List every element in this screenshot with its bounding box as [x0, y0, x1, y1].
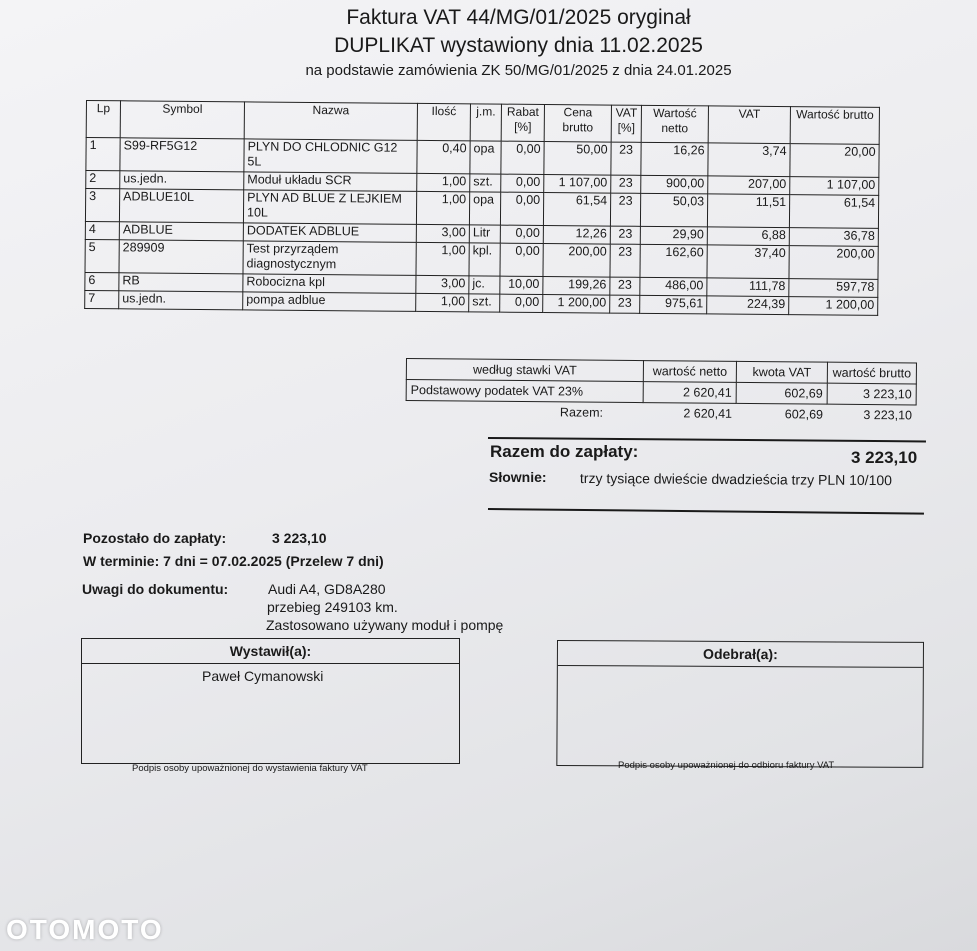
vat-head-gross: wartość brutto [827, 362, 916, 384]
cell-symbol: S99-RF5G12 [120, 138, 244, 172]
col-name: Nazwa [244, 102, 417, 141]
remarks-label: Uwagi do dokumentu: [82, 581, 229, 597]
receiver-signature-box [556, 640, 924, 768]
col-discount: Rabat [%] [501, 104, 544, 141]
cell-lp: 6 [85, 272, 119, 290]
col-symbol: Symbol [120, 101, 244, 139]
cell-symbol: ADBLUE10L [119, 189, 243, 223]
cell-vat: 207,00 [708, 176, 790, 195]
cell-vat-rate: 23 [610, 244, 640, 277]
amount-due-value: 3 223,10 [851, 448, 918, 467]
cell-symbol: ADBLUE [119, 222, 243, 241]
cell-qty: 1,00 [416, 191, 469, 224]
issuer-name: Paweł Cymanowski [202, 668, 324, 684]
vat-head-rate: według stawki VAT [406, 359, 643, 382]
cell-qty: 0,40 [417, 140, 470, 173]
cell-discount: 0,00 [500, 294, 543, 312]
cell-qty: 1,00 [417, 173, 470, 191]
cell-lp: 2 [86, 171, 120, 189]
cell-lp: 5 [85, 239, 119, 272]
cell-vat: 111,78 [707, 278, 789, 297]
otomoto-logo: OTOMOTO [6, 914, 164, 945]
cell-qty: 3,00 [416, 224, 469, 242]
cell-vat: 11,51 [707, 194, 789, 228]
cell-vat-rate: 23 [610, 226, 640, 244]
cell-qty: 3,00 [416, 275, 469, 293]
cell-vat-rate: 23 [611, 142, 641, 175]
remarks-line-1: Audi A4, GD8A280 [268, 581, 386, 597]
cell-vat-rate: 23 [610, 193, 640, 226]
cell-unit: opa [469, 192, 500, 225]
cell-gross: 597,78 [789, 279, 878, 298]
cell-discount: 10,00 [500, 276, 543, 294]
vat-row-net: 2 620,41 [643, 382, 736, 404]
cell-unit: szt. [469, 294, 500, 312]
cell-symbol: us.jedn. [119, 291, 243, 310]
cell-lp: 3 [85, 189, 119, 222]
cell-gross: 200,00 [789, 246, 878, 280]
receiver-caption: Podpis osoby upoważnionej do odbioru faktury VAT [618, 760, 835, 771]
cell-price: 1 200,00 [543, 294, 610, 313]
vat-total-gross: 3 223,10 [863, 407, 913, 423]
cell-discount: 0,00 [501, 141, 544, 174]
cell-vat: 3,74 [708, 143, 790, 177]
cell-vat: 37,40 [707, 245, 789, 279]
cell-price: 199,26 [543, 276, 610, 295]
issuer-caption: Podpis osoby upoważnionej do wystawienia faktury VAT [132, 763, 368, 774]
receiver-label: Odebrał(a): [558, 641, 923, 668]
cell-net: 50,03 [640, 193, 707, 227]
items-table [84, 100, 880, 316]
vat-head-vat: kwota VAT [736, 361, 827, 383]
vat-summary-table [405, 358, 917, 425]
vat-total-vat: 602,69 [784, 407, 824, 422]
cell-discount: 0,00 [500, 225, 543, 243]
cell-lp: 4 [85, 221, 119, 239]
col-vat-rate: VAT [%] [611, 105, 641, 142]
cell-price: 50,00 [544, 141, 611, 175]
cell-discount: 0,00 [501, 174, 544, 192]
cell-gross: 20,00 [790, 144, 879, 178]
invoice-title: Faktura VAT 44/MG/01/2025 oryginał [346, 6, 691, 29]
cell-net: 16,26 [641, 142, 708, 176]
cell-name: Robocizna kpl [243, 274, 416, 294]
cell-lp: 1 [86, 138, 120, 171]
cell-name: DODATEK ADBLUE [243, 223, 416, 243]
issuer-signature-box [81, 638, 460, 764]
cell-discount: 0,00 [500, 192, 543, 225]
payment-term: W terminie: 7 dni = 07.02.2025 (Przelew 7 dni) [83, 553, 384, 569]
cell-gross: 36,78 [789, 228, 878, 247]
cell-net: 486,00 [640, 277, 707, 296]
cell-gross: 61,54 [789, 195, 878, 229]
col-gross: Wartość brutto [790, 107, 879, 145]
cell-gross: 1 200,00 [789, 297, 878, 316]
cell-net: 900,00 [641, 175, 708, 194]
cell-qty: 1,00 [416, 242, 469, 275]
cell-vat-rate: 23 [610, 277, 640, 295]
cell-lp: 7 [85, 290, 119, 308]
vat-total-label: Razem: [559, 405, 604, 420]
cell-net: 29,90 [640, 226, 707, 245]
remarks-line-3: Zastosowano używany moduł i pompę [266, 617, 504, 633]
amount-due-label: Razem do zapłaty: [490, 442, 639, 461]
duplicate-notice: DUPLIKAT wystawiony dnia 11.02.2025 [334, 34, 703, 57]
vat-row-label: Podstawowy podatek VAT 23% [406, 380, 643, 403]
col-qty: Ilość [417, 103, 470, 140]
cell-vat-rate: 23 [611, 175, 641, 193]
order-basis: na podstawie zamówienia ZK 50/MG/01/2025 z dnia 24.01.2025 [305, 62, 732, 79]
cell-unit: szt. [470, 174, 501, 192]
col-unit: j.m. [470, 104, 501, 141]
cell-price: 12,26 [543, 225, 610, 244]
cell-symbol: 289909 [119, 240, 243, 274]
cell-net: 162,60 [640, 244, 707, 278]
cell-name: Test przyrządem diagnostycznym [243, 241, 416, 276]
cell-name: Moduł układu SCR [244, 172, 417, 192]
cell-name: pompa adblue [243, 292, 416, 312]
cell-qty: 1,00 [416, 293, 469, 311]
cell-price: 61,54 [543, 192, 610, 226]
cell-unit: opa [470, 141, 501, 174]
cell-vat: 224,39 [707, 296, 789, 315]
cell-price: 200,00 [543, 243, 610, 277]
cell-vat-rate: 23 [610, 295, 640, 313]
col-lp: Lp [86, 101, 120, 138]
vat-total-net: 2 620,41 [683, 406, 733, 421]
cell-unit: kpl. [469, 243, 500, 276]
cell-unit: Litr [469, 225, 500, 243]
col-net: Wartość netto [641, 105, 708, 143]
remaining-amount: 3 223,10 [272, 530, 327, 546]
cell-name: PLYN DO CHLODNIC G12 5L [244, 139, 417, 174]
col-vat: VAT [708, 106, 790, 144]
cell-gross: 1 107,00 [790, 177, 879, 196]
cell-net: 975,61 [640, 295, 707, 314]
cell-vat: 6,88 [707, 227, 789, 246]
vat-row-gross: 3 223,10 [827, 383, 916, 405]
cell-symbol: RB [119, 273, 243, 292]
in-words-text: trzy tysiące dwieście dwadzieścia trzy PLN 10/100 [579, 470, 893, 489]
cell-symbol: us.jedn. [120, 171, 244, 190]
remaining-label: Pozostało do zapłaty: [83, 530, 227, 546]
in-words-label: Słownie: [489, 469, 547, 485]
cell-discount: 0,00 [500, 243, 543, 276]
issuer-label: Wystawił(a): [82, 639, 459, 664]
cell-unit: jc. [469, 276, 500, 294]
remarks-line-2: przebieg 249103 km. [267, 599, 398, 615]
cell-price: 1 107,00 [544, 174, 611, 193]
vat-row-vat: 602,69 [736, 382, 827, 404]
col-price: Cena brutto [544, 105, 611, 143]
vat-head-net: wartość netto [643, 361, 736, 383]
cell-name: PLYN AD BLUE Z LEJKIEM 10L [243, 190, 416, 225]
